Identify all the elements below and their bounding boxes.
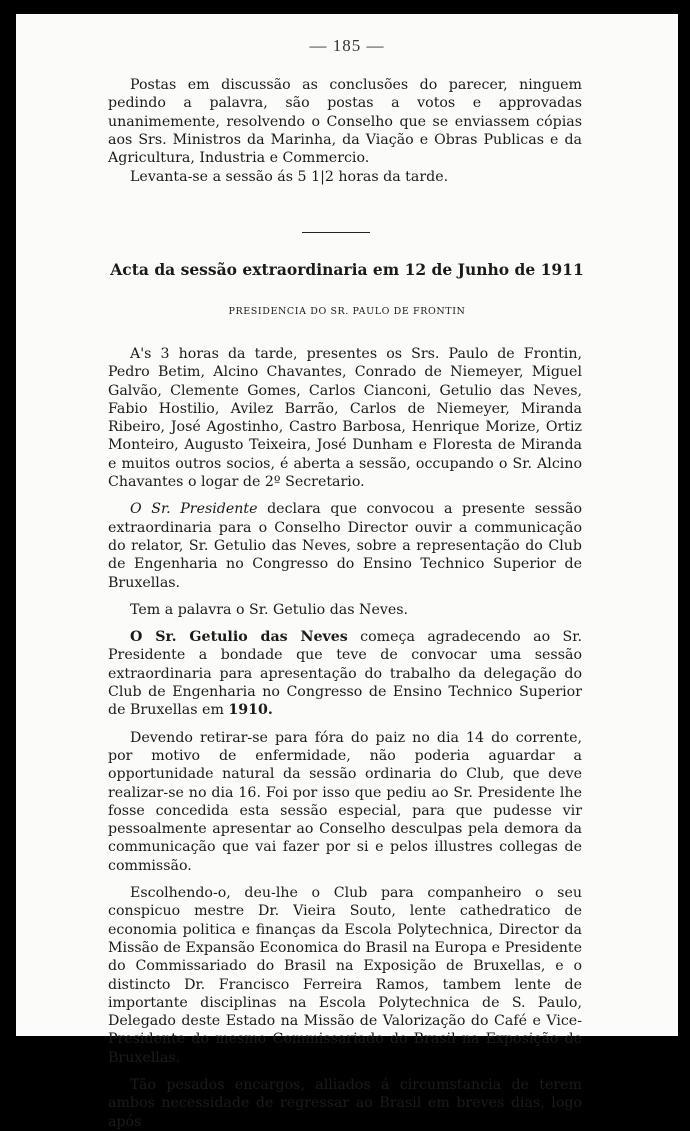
section-divider [302, 232, 370, 233]
paragraph [108, 500, 582, 591]
paragraph: Devendo retirar-se para fóra do paiz no dia 14 do corrente, por motivo de enfermidade, não poderia aguardar a opportunidade natural da sessão ordinaria do Club, que deve realizar-se no dia 16. Foi por isso que pediu ao Sr. Presidente lhe fosse concedida esta sessão especial, para que pudesse vir pessoalmente apresentar ao Conselho desculpas pela demora da communicação que vai fazer por si e pelos illustres collegas de commissão. [108, 729, 582, 874]
paragraph: A's 3 horas da tarde, presentes os Srs. Paulo de Frontin, Pedro Betim, Alcino Chavantes, Conrado de Niemeyer, Miguel Galvão, Clemente Gomes, Carlos Cianconi, Getulio das Neves, Fabio Hostilio, Avilez Barrão, Carlos de Niemeyer, Miranda Ribeiro, José Agostinho, Castro Barbosa, Henrique Morize, Ortiz Monteiro, Augusto Teixeira, José Dunham e Floresta de Miranda e muitos outros socios, é aberta a sessão, occupando o Sr. Alcino Chavantes o logar de 2º Secretario. [108, 346, 582, 491]
year: 1910. [228, 702, 273, 719]
paragraph-text: declara que convocou a presente sessão extraordinaria para o Conselho Director ouvir a communicação do relator, Sr. Getulio das Neves, sobre a representação do Club de Engenharia no Congresso do Ensino Technico Superior de Bruxellas. [108, 501, 582, 591]
paragraph-text: começa agradecendo ao Sr. Presidente a bondade que teve de convocar uma sessão extraordinaria para apresentação do trabalho da delegação do Club de Engenharia no Congresso de Ensino Technico Superior de Bruxellas em [108, 629, 582, 719]
paragraph: Escolhendo-o, deu-lhe o Club para companheiro o seu conspicuo mestre Dr. Vieira Souto, lente cathedratico de economia politica e finanças da Escola Polytechnica, Director da Missão de Expansão Economica do Brasil na Europa e Presidente do Commissariado do Brasil na Exposição de Bruxellas, e o distincto Dr. Francisco Ferreira Ramos, tambem lente de importante disciplinas na Escola Polytechnica de S. Paulo, Delegado deste Estado na Missão de Valorização do Café e Vice-Presidente do mesmo Commissariado do Brasil na Exposição de Bruxellas. [108, 885, 582, 1066]
paragraph: Tem a palavra o Sr. Getulio das Neves. [130, 601, 409, 618]
paragraph: Tão pesados encargos, alliados á circumstancia de terem ambos necessidade de regressar ao Brasil em breves dias, logo após [108, 1076, 582, 1130]
presidency-line: PRESIDENCIA DO SR. PAULO DE FRONTIN [228, 306, 466, 317]
paragraph: Postas em discussão as conclusões do parecer, ninguem pedindo a palavra, são postas a votos e approvadas unanimemente, resolvendo o Conselho que se enviassem cópias aos Srs. Ministros da Marinha, da Viação e Obras Publicas e da Agricultura, Industria e Commercio. [108, 77, 582, 167]
section-title: Acta da sessão extraordinaria em 12 de Junho de 1911 [110, 260, 584, 279]
previous-minutes-ending [108, 76, 582, 187]
minutes-body [108, 345, 582, 1131]
paragraph: Levanta-se a sessão ás 5 1|2 horas da tarde. [130, 169, 449, 186]
speaker-name: O Sr. Presidente [130, 501, 258, 518]
paragraph [108, 628, 582, 719]
speaker-name: O Sr. Getulio das Neves [130, 629, 348, 646]
page-number: — 185 — [309, 36, 385, 55]
document-page [16, 14, 678, 1130]
